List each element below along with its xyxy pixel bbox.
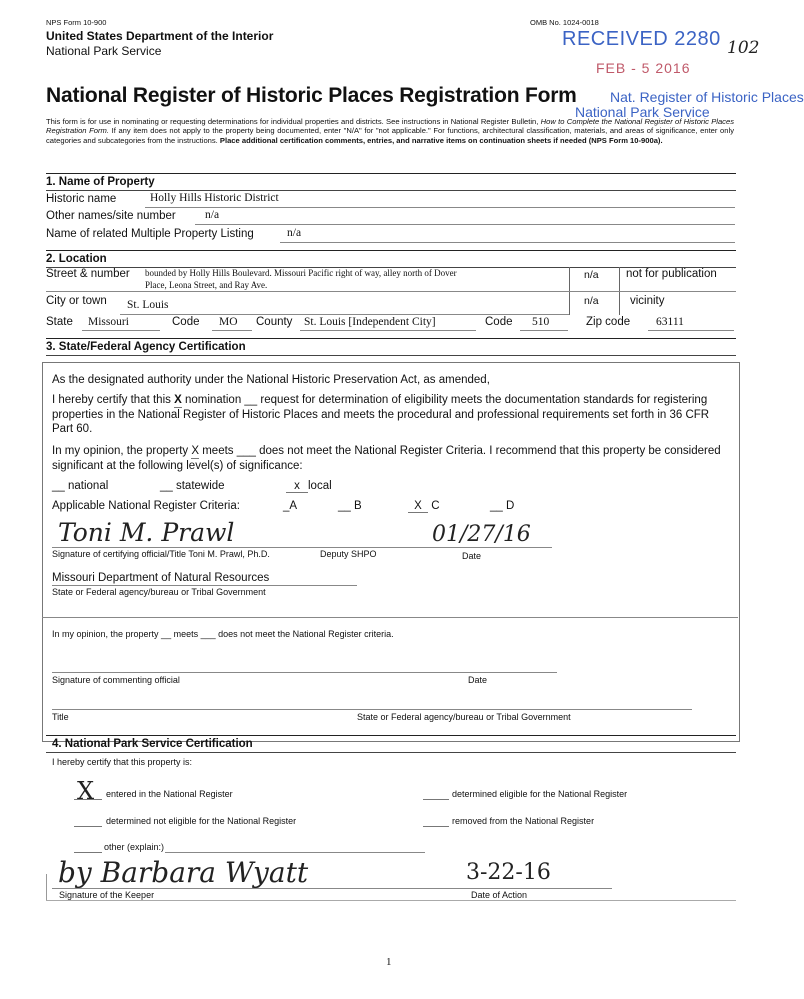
keeper-signature: by Barbara Wyatt <box>58 856 309 889</box>
local-text: local <box>308 480 332 492</box>
commenting-date-label: Date <box>468 675 488 685</box>
criteria-c-text: C <box>428 500 440 512</box>
cert-opinion <box>52 444 728 473</box>
keeper-label: Signature of the Keeper <box>59 890 155 900</box>
handwritten-number: 102 <box>727 38 760 58</box>
nfp-label: not for publication <box>626 268 717 280</box>
title-label: Title <box>52 712 69 722</box>
county-code-label: Code <box>485 316 513 328</box>
county-value: St. Louis [Independent City] <box>304 316 436 328</box>
meets-check: X <box>191 444 199 459</box>
criteria-label: Applicable National Register Criteria: <box>52 500 240 512</box>
stamp-register: Nat. Register of Historic Places <box>610 89 804 105</box>
street-label: Street & number <box>46 268 130 280</box>
entered-label: entered in the National Register <box>106 789 233 799</box>
state-code-value: MO <box>219 316 238 328</box>
state-value: Missouri <box>88 316 129 328</box>
agency-label: State or Federal agency/bureau or Tribal Government <box>52 587 266 597</box>
criteria-d: __ D <box>490 500 515 512</box>
other-names-value: n/a <box>205 209 220 221</box>
city-label: City or town <box>46 295 107 307</box>
zip-value: 63111 <box>656 316 684 328</box>
opinion-statement: In my opinion, the property __ meets ___ does not meet the National Register criteria. <box>52 629 394 639</box>
cert-nomination <box>52 393 728 436</box>
vicinity-label: vicinity <box>630 295 665 307</box>
level-local <box>286 480 332 493</box>
nps-intro: I hereby certify that this property is: <box>52 757 193 767</box>
instructions-continuation: Place additional certification comments, entries, and narrative items on continuation sheets if needed (NPS Form 10-900a). <box>219 135 663 145</box>
eligible-label: determined eligible for the National Register <box>452 789 628 799</box>
entered-check: X <box>77 777 95 805</box>
instructions-bulletin: How to Complete the National Register of Historic Places Registration Form. <box>46 117 734 136</box>
section-2-heading: 2. Location <box>46 253 107 265</box>
criteria-b: __ B <box>338 500 362 512</box>
criteria-a: _A <box>283 500 298 512</box>
action-date-label: Date of Action <box>471 890 528 900</box>
county-code-value: 510 <box>532 316 550 328</box>
department: United States Department of the Interior <box>46 29 274 43</box>
section-3-heading: 3. State/Federal Agency Certification <box>46 341 246 353</box>
agency-label-2: State or Federal agency/bureau or Tribal Government <box>357 712 571 722</box>
level-statewide: __ statewide <box>160 480 225 492</box>
certifying-signature: Toni M. Prawl <box>58 518 235 547</box>
cert-nomination-text: I hereby certify that this <box>52 394 175 406</box>
instructions <box>46 117 734 145</box>
cert-opinion-text: In my opinion, the property <box>52 445 192 457</box>
page-number: 1 <box>386 956 392 968</box>
instructions-text: This form is for use in nominating or requesting determinations for individual properties and districts. See instructions in National Register Bulletin, <box>46 117 541 126</box>
zip-label: Zip code <box>586 316 631 328</box>
cert-opinion-text-2: meets ___ does not meet the National Register Criteria. I recommend that this property be considered significant at the following level(s) of significance: <box>52 445 721 473</box>
removed-label: removed from the National Register <box>452 816 595 826</box>
nomination-check: X <box>174 393 182 408</box>
instructions-text-2: If any item does not apply to the property being documented, enter "N/A" for "not applicable." For functions, architectural classification, materials, and areas of significance, enter only categories and subcategories from the instructions. <box>46 126 734 145</box>
stamp-nps: National Park Service <box>575 104 710 120</box>
city-value: St. Louis <box>127 299 169 311</box>
historic-name-label: Historic name <box>46 193 117 205</box>
local-check: x <box>286 480 308 493</box>
other-names-label: Other names/site number <box>46 210 176 222</box>
criteria-c-check: X <box>408 500 428 513</box>
criteria-c <box>408 500 440 513</box>
cert-authority: As the designated authority under the National Historic Preservation Act, as amended, <box>52 374 490 386</box>
omb-number: OMB No. 1024-0018 <box>530 18 599 27</box>
mpl-value: n/a <box>287 227 302 239</box>
historic-name-value: Holly Hills Historic District <box>150 192 279 204</box>
vicinity-value: n/a <box>584 295 599 307</box>
certifying-signature-label: Signature of certifying official/Title Toni M. Prawl, Ph.D. <box>52 549 270 559</box>
county-label: County <box>256 316 293 328</box>
state-label: State <box>46 316 73 328</box>
cert-nomination-text-2: nomination __ request for determination of eligibility meets the documentation standards for registering properties in the National Register of Historic Places and meets the procedural and professional requirements set forth in 36 CFR Part 60. <box>52 394 710 436</box>
nfp-value: n/a <box>584 269 599 281</box>
mpl-label: Name of related Multiple Property Listing <box>46 228 254 240</box>
other-label: other (explain:) <box>104 842 165 852</box>
section-1-heading: 1. Name of Property <box>46 176 155 188</box>
street-line-1: bounded by Holly Hills Boulevard. Missouri Pacific right of way, alley north of Dover <box>145 268 457 278</box>
stamp-date: FEB - 5 2016 <box>596 60 691 76</box>
keeper-date: 3-22-16 <box>466 860 551 885</box>
form-title: National Register of Historic Places Registration Form <box>46 84 577 107</box>
form-number: NPS Form 10-900 <box>46 18 107 27</box>
service: National Park Service <box>46 44 162 58</box>
commenting-official-label: Signature of commenting official <box>52 675 180 685</box>
state-code-label: Code <box>172 316 200 328</box>
certifying-date-label: Date <box>462 551 482 561</box>
section-4-heading: 4. National Park Service Certification <box>52 738 253 750</box>
level-national: __ national <box>52 480 109 492</box>
deputy-shpo: Deputy SHPO <box>320 549 377 559</box>
agency-name: Missouri Department of Natural Resources <box>52 572 270 584</box>
not-eligible-label: determined not eligible for the National Register <box>106 816 297 826</box>
street-line-2: Place, Leona Street, and Ray Ave. <box>145 280 268 290</box>
certifying-date: 01/27/16 <box>432 522 531 547</box>
received-stamp: RECEIVED 2280 <box>562 28 721 50</box>
